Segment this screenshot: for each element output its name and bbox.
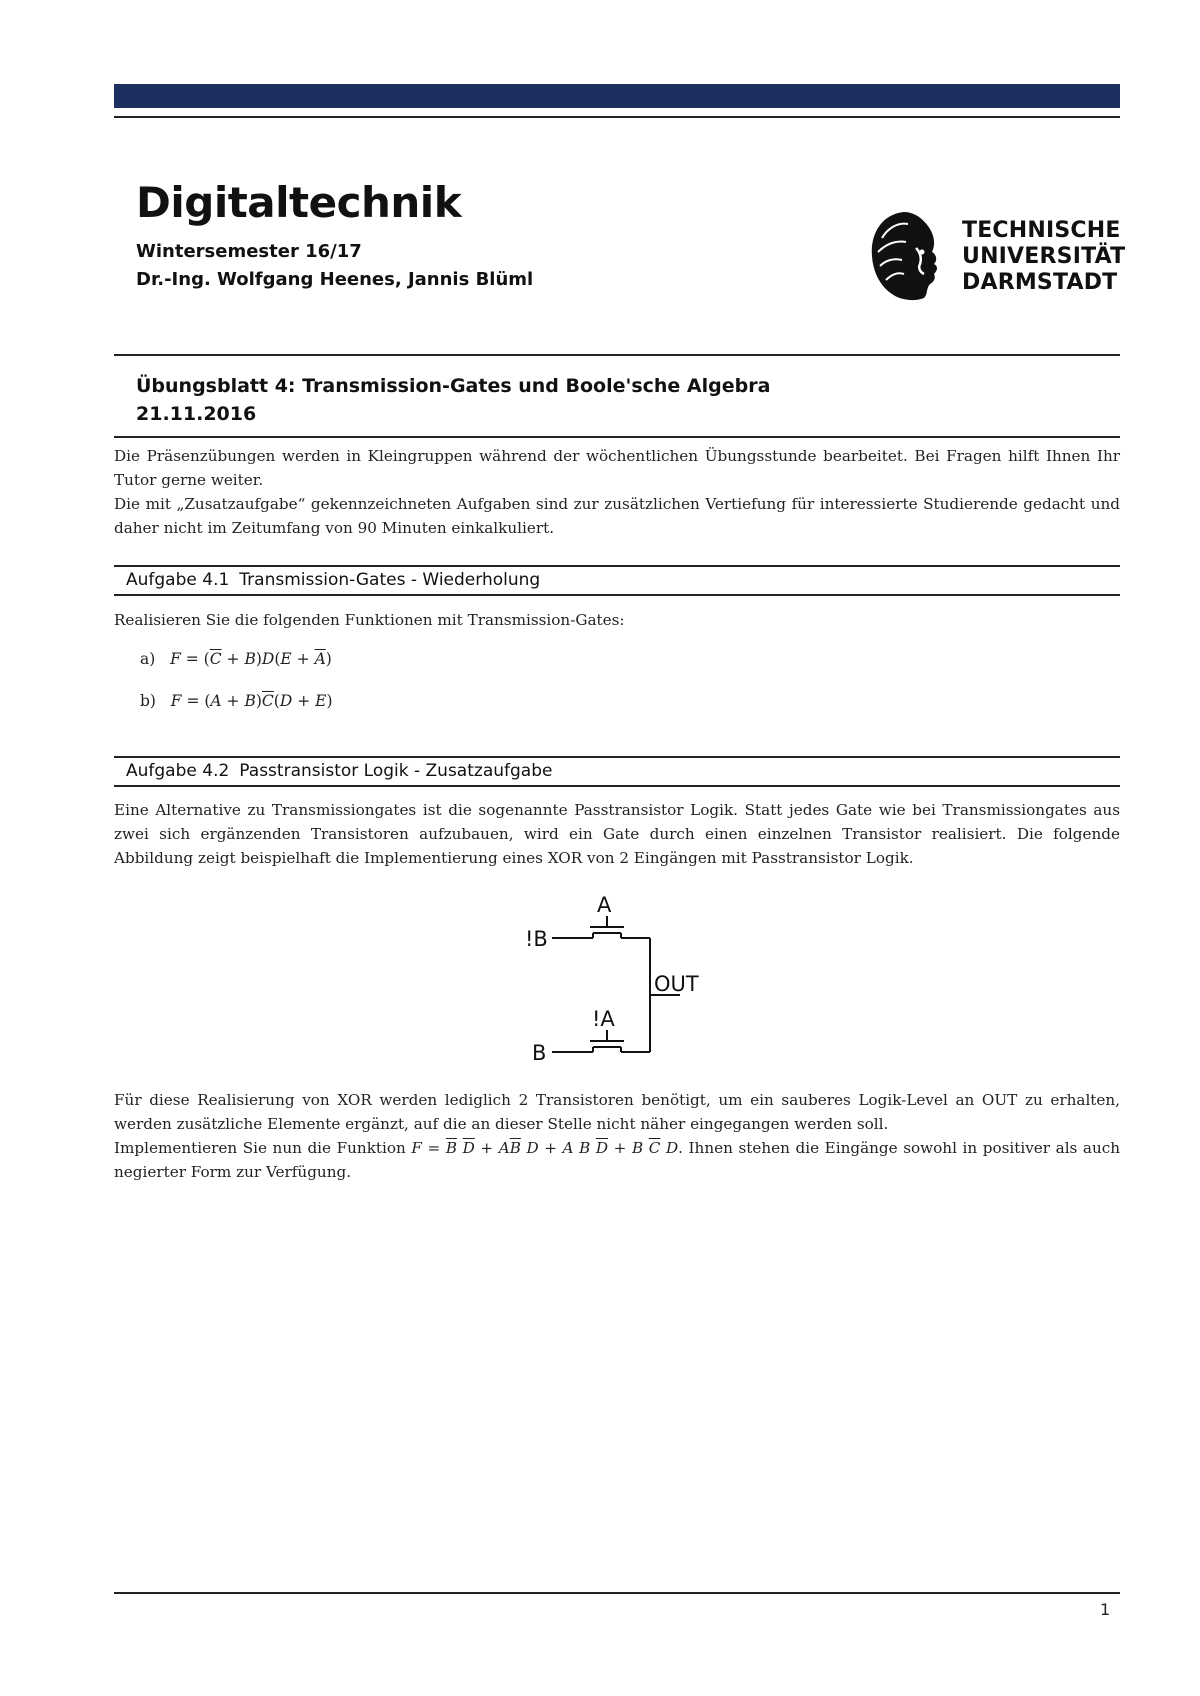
logo-text	[962, 218, 1125, 296]
instruction-text: Realisieren Sie die folgenden Funktionen mit Transmission-Gates:	[114, 611, 625, 629]
task-heading	[114, 565, 1120, 595]
intro-text	[114, 444, 1120, 540]
label-not-b: !B	[525, 927, 548, 951]
task-label: Aufgabe 4.1	[126, 570, 230, 590]
intro-paragraph: Die Präsenzübungen werden in Kleingruppen während der wöchentlichen Übungsstunde bearbeitet. Bei Fragen hilft Ihnen Ihr Tutor gerne weiter.	[114, 447, 1120, 489]
logo-line-2: UNIVERSITÄT	[962, 244, 1126, 269]
task-description	[114, 798, 1120, 870]
paragraph-implement	[114, 1136, 1120, 1184]
footer-rule	[114, 1592, 1120, 1594]
section-rule	[114, 436, 1120, 438]
task-instruction	[114, 608, 1120, 632]
task-label: Aufgabe 4.2	[126, 761, 230, 781]
equation-b: b) $F = (A + B)\overline{C}(D + E)$	[140, 692, 333, 710]
sheet-date: 21.11.2016	[136, 403, 257, 425]
task-title: Transmission-Gates - Wiederholung	[239, 570, 541, 590]
task-rule	[114, 594, 1120, 596]
label-out: OUT	[654, 972, 699, 996]
task-title: Passtransistor Logik - Zusatzaufgabe	[239, 761, 553, 781]
implement-text: Implementieren Sie nun die Funktion	[114, 1139, 406, 1157]
sheet-heading	[136, 372, 770, 428]
course-title: Digitaltechnik	[136, 178, 462, 227]
task-rule	[114, 785, 1120, 787]
athena-head-icon	[864, 208, 946, 304]
item-marker: a)	[140, 650, 156, 668]
implement-text-end: . Ihnen stehen die Eingänge sowohl in positiver als auch negierter Form zur Verfügung.	[114, 1139, 1121, 1181]
paragraph: Eine Alternative zu Transmissiongates ist die sogenannte Passtransistor Logik. Statt jedes Gate wie bei Transmissiongates aus zwei sich ergänzenden Transistoren aufzubauen, wird ein Gate durch einen einzelnen Transistor realisiert. Die folgende Abbildung zeigt beispielhaft die Implementierung eines XOR von 2 Eingängen mit Passtransistor Logik.	[114, 801, 1120, 867]
logo-line-1: TECHNISCHE	[962, 218, 1121, 243]
task-heading	[114, 756, 1120, 786]
header-color-bar	[114, 84, 1120, 108]
page-number: 1	[1100, 1600, 1111, 1619]
target-function: $F = \overline{B}$ $\overline{D} + A\overline{B}$ D + A B $\overline{D} + B$ $\overline{C}$ D	[411, 1139, 679, 1157]
semester: Wintersemester 16/17	[136, 241, 362, 262]
authors: Dr.-Ing. Wolfgang Heenes, Jannis Blüml	[136, 269, 534, 290]
equation-a: a) $F = (\overline{C} + B)D(E + \overline{A})$	[140, 650, 332, 668]
logo-line-3: DARMSTADT	[962, 270, 1118, 295]
university-logo	[864, 208, 1126, 308]
sheet-title: Übungsblatt 4: Transmission-Gates und Boole'sche Algebra	[136, 375, 771, 397]
label-not-a: !A	[592, 1007, 615, 1031]
course-subtitle	[136, 238, 533, 294]
task-followup	[114, 1088, 1120, 1184]
intro-paragraph: Die mit „Zusatzaufgabe“ gekennzeichneten Aufgaben sind zur zusätzlichen Vertiefung für interessierte Studierende gedacht und daher nicht im Zeitumfang von 90 Minuten einkalkuliert.	[114, 495, 1120, 537]
item-marker: b)	[140, 692, 156, 710]
section-rule	[114, 354, 1120, 356]
label-b: B	[532, 1041, 547, 1065]
label-a: A	[597, 893, 612, 917]
header-rule	[114, 116, 1120, 118]
xor-passtransistor-diagram	[510, 880, 730, 1070]
paragraph: Für diese Realisierung von XOR werden lediglich 2 Transistoren benötigt, um ein sauberes Logik-Level an OUT zu erhalten, werden zusätzliche Elemente ergänzt, auf die an dieser Stelle nicht näher eingegangen werden soll.	[114, 1091, 1120, 1133]
